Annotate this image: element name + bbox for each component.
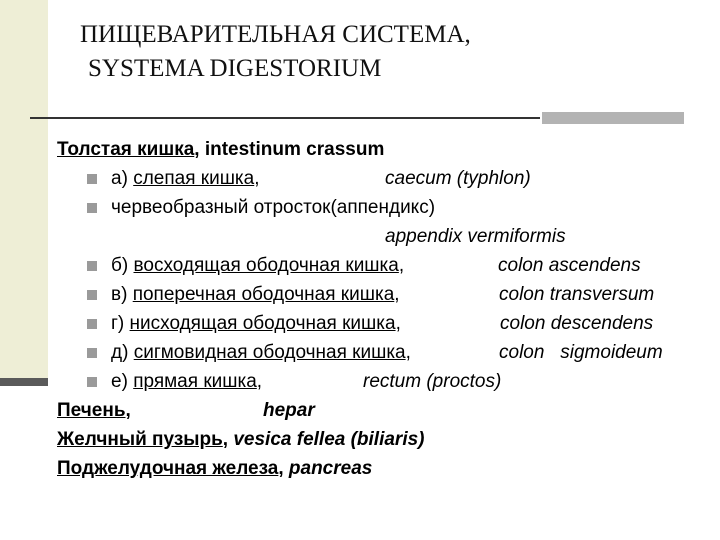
title-divider	[30, 117, 540, 119]
organ-latin: pancreas	[288, 458, 373, 479]
organ-latin: vesica fellea (biliaris)	[233, 429, 425, 450]
organ-latin: hepar	[263, 400, 315, 421]
organ-row-gallbladder	[57, 425, 425, 454]
left-decor-band	[0, 0, 48, 378]
item-term-latin: colon ascendens	[498, 255, 641, 276]
square-bullet-icon	[87, 377, 97, 387]
list-item	[57, 367, 502, 396]
item-term-latin: caecum (typhlon)	[385, 168, 531, 189]
square-bullet-icon	[87, 319, 97, 329]
item-term-latin: rectum (proctos)	[363, 371, 502, 392]
divider-accent-block	[542, 112, 684, 124]
list-item	[57, 309, 654, 338]
square-bullet-icon	[87, 348, 97, 358]
item-term-latin: appendix vermiformis	[385, 226, 566, 247]
item-term-ru: д) сигмовидная ободочная кишка,	[111, 342, 411, 363]
square-bullet-icon	[87, 203, 97, 213]
item-term-ru: б) восходящая ободочная кишка,	[111, 255, 405, 276]
list-item	[57, 280, 655, 309]
organ-ru: Поджелудочная железа,	[57, 458, 284, 479]
colon-heading-latin: , intestinum crassum	[194, 139, 385, 160]
item-term-latin: colon transversum	[499, 284, 655, 305]
square-bullet-icon	[87, 174, 97, 184]
item-term-ru: е) прямая кишка,	[111, 371, 263, 392]
item-term-ru: в) поперечная ободочная кишка,	[111, 284, 400, 305]
slide-content	[57, 135, 663, 483]
list-item	[57, 251, 641, 280]
list-item	[57, 338, 663, 367]
square-bullet-icon	[87, 261, 97, 271]
item-term-ru: червеобразный отросток(аппендикс)	[111, 197, 436, 218]
item-term-ru: а) слепая кишка,	[111, 168, 260, 189]
item-term-latin: colon descendens	[500, 313, 654, 334]
organ-ru: Желчный пузырь,	[57, 429, 229, 450]
item-term-latin: colon sigmoideum	[499, 342, 663, 363]
title-line-1: ПИЩЕВАРИТЕЛЬНАЯ СИСТЕМА,	[80, 21, 471, 48]
list-item	[57, 164, 531, 193]
colon-heading-ru: Толстая кишка	[57, 139, 195, 160]
left-decor-accent	[0, 378, 48, 386]
list-item-continuation	[57, 222, 566, 251]
title-line-2: SYSTEMA DIGESTORIUM	[88, 55, 382, 82]
organ-row-liver	[57, 396, 425, 425]
colon-heading	[57, 135, 425, 164]
list-item	[57, 193, 436, 222]
item-term-ru: г) нисходящая ободочная кишка,	[111, 313, 401, 334]
organ-row-pancreas	[57, 454, 425, 483]
page-title	[80, 18, 471, 86]
organ-ru: Печень,	[57, 400, 131, 421]
square-bullet-icon	[87, 290, 97, 300]
